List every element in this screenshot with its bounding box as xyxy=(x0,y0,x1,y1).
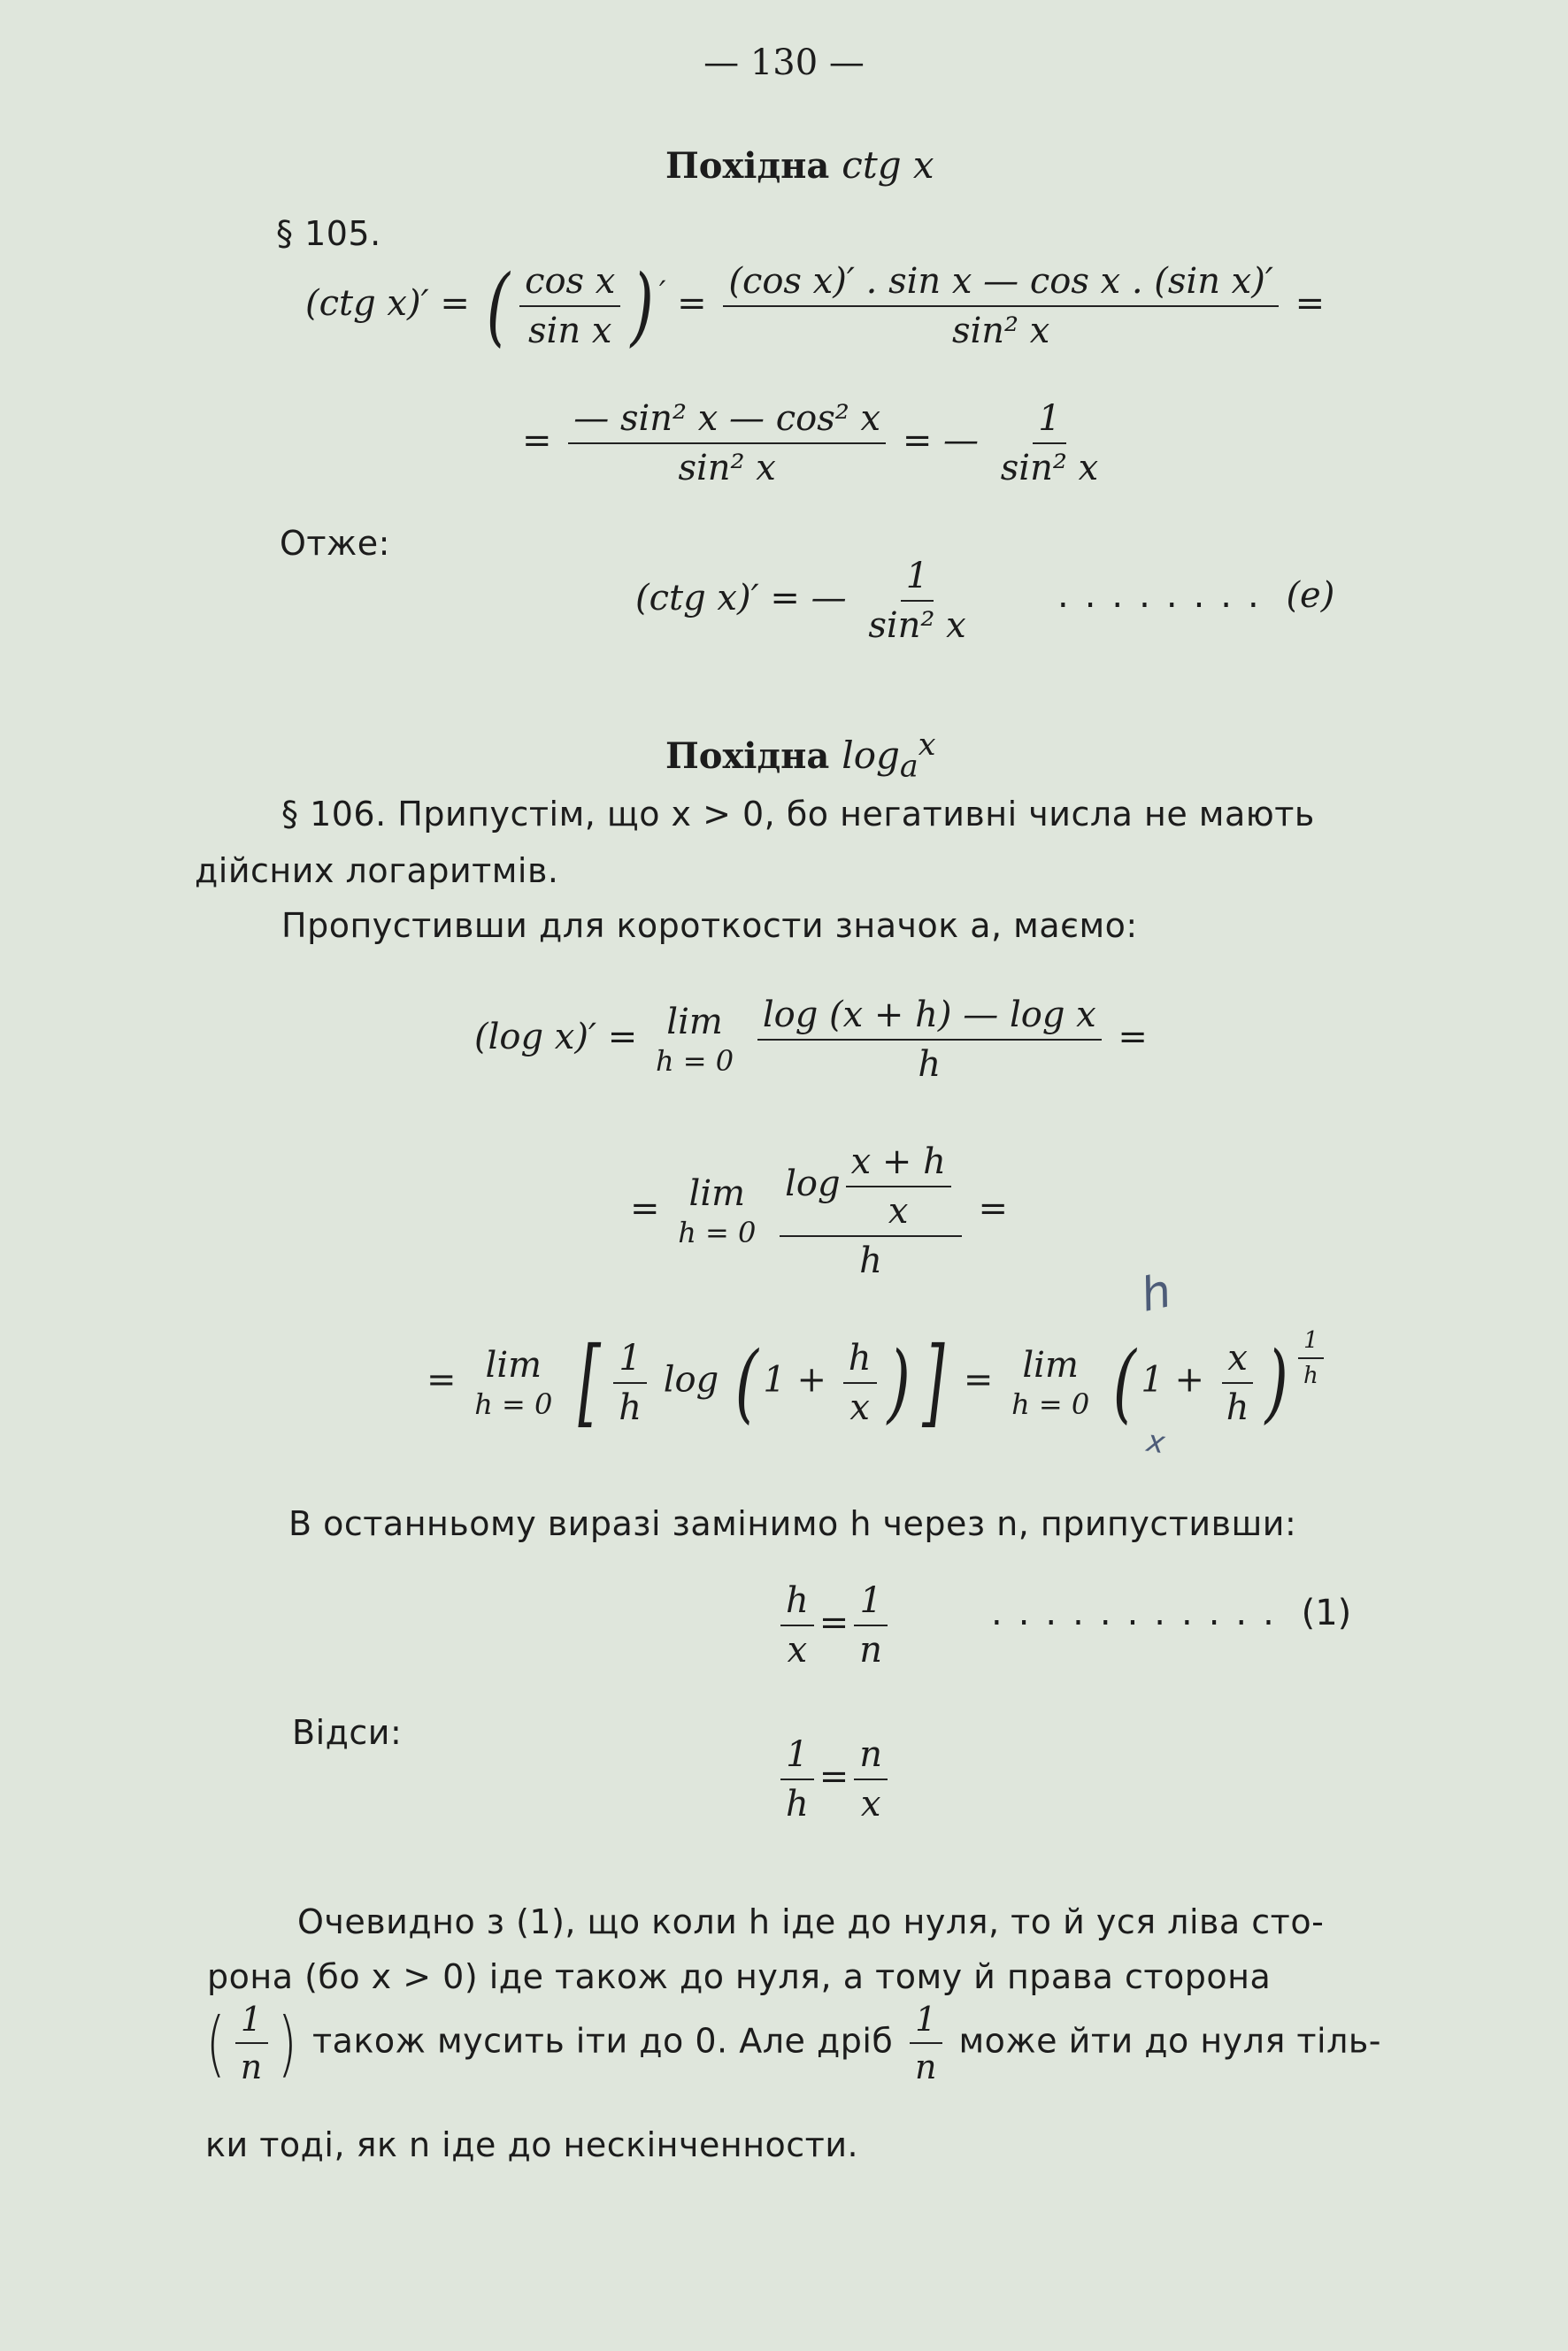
fraction-cos-over-sin: $\frac{\text{cos x}}{\text{sin x}}$ xyxy=(519,261,620,351)
paragraph-106-line-2: дійсних логаритмів. xyxy=(195,851,559,890)
fraction-difference-quotient: $\frac{\text{log (x + h) — log x}}{h}$ xyxy=(757,995,1102,1085)
section-106-heading xyxy=(665,727,936,784)
heading-math: ctg x xyxy=(842,143,934,187)
paragraph-106-line-3: Пропустивши для короткости значок a, маємо: xyxy=(281,906,1138,945)
result-leader: ........ (e) xyxy=(1057,575,1335,616)
page-number: — 130 — xyxy=(703,42,865,83)
log-derivation-line-2: = lim h = 0 log $\frac{x + h}{x}$ h = xyxy=(630,1141,1009,1281)
paren-fraction: $\frac{1}{n}$ xyxy=(235,2000,268,2086)
exponent-fraction: $\frac{1}{h}$ xyxy=(1298,1327,1324,1389)
inline-fraction: $\frac{1}{n}$ xyxy=(910,2000,942,2086)
handwritten-h: h xyxy=(1136,1264,1176,1323)
fraction-log-ratio: log $\frac{x + h}{x}$ h xyxy=(780,1141,962,1281)
heading-text: Похідна xyxy=(665,735,830,777)
fraction-result: $\frac{1}{\text{sin² x}}$ xyxy=(868,556,966,646)
therefore-label: Отже: xyxy=(280,524,390,563)
paragraph-conclusion-line-1: Очевидно з (1), що коли h іде до нуля, то й уся ліва сто- xyxy=(297,1902,1325,1941)
limit-operator: lim h = 0 xyxy=(1011,1344,1090,1421)
section-105-heading xyxy=(665,143,934,187)
paragraph-conclusion-line-2: рона (бо x > 0) іде також до нуля, а тому й права сторона xyxy=(207,1957,1272,1996)
hence-label: Відси: xyxy=(292,1713,403,1752)
heading-text: Похідна xyxy=(665,145,830,187)
reciprocal-equation: $\frac{1}{h}$ = $\frac{n}{x}$ xyxy=(775,1734,893,1825)
equals: = xyxy=(1295,283,1326,324)
right-paren: ) xyxy=(630,257,655,356)
paragraph-106-line-1: § 106. Припустім, що x > 0, бо негативні числа не мають xyxy=(281,795,1315,834)
ctg-derivation-line-1: (ctg x)′ = ( $\frac{\text{cos x}}{\text{sin x}}$ ) ′ = $\frac{\text{(cos x)′ . sin x — cos x . (sin x)′}}{\text{sin² x}}$ = xyxy=(305,257,1326,356)
log-derivation-line-3: = lim h = 0 [ $\frac{1}{h}$ log ( 1 + $\frac{h}{x}$ ) ] = lim h = 0 ( 1 + $\frac{x}{h}$ ) $\frac{1}{h}$ xyxy=(427,1327,1329,1438)
left-paren: ( xyxy=(486,257,510,356)
fraction-quotient-rule: $\frac{\text{(cos x)′ . sin x — cos x . (sin x)′}}{\text{sin² x}}$ xyxy=(723,261,1279,351)
fraction-sum-squares: $\frac{\text{— sin² x — cos² x}}{\text{sin² x}}$ xyxy=(568,398,886,488)
paragraph-substitution: В останньому виразі замінимо h через n, припустивши: xyxy=(288,1504,1297,1543)
substitution-leader: ........... (1) xyxy=(991,1593,1352,1633)
section-105-label: § 105. xyxy=(276,214,381,253)
log-derivation-line-1: (log x)′ = lim h = 0 $\frac{\text{log (x + h) — log x}}{h}$ = xyxy=(474,995,1148,1085)
limit-operator: lim h = 0 xyxy=(474,1344,553,1421)
paragraph-conclusion-line-4: ки тоді, як n іде до нескінченности. xyxy=(205,2125,859,2164)
fraction-one-over-sin-squared: $\frac{1}{\text{sin² x}}$ xyxy=(1000,398,1099,488)
substitution-equation: $\frac{h}{x}$ = $\frac{1}{n}$ xyxy=(775,1580,893,1671)
handwritten-x: x xyxy=(1144,1423,1167,1462)
ctg-result-formula: (ctg x)′ = — $\frac{1}{\text{sin² x}}$ xyxy=(635,556,977,646)
equation-tag: (1) xyxy=(1301,1593,1352,1633)
ctg-derivation-line-2: = $\frac{\text{— sin² x — cos² x}}{\text{sin² x}}$ = — $\frac{1}{\text{sin² x}}$ xyxy=(522,398,1109,488)
eq-lhs: (ctg x)′ = xyxy=(305,283,470,324)
equation-tag: (e) xyxy=(1286,575,1335,616)
heading-math: $\log_a^x$ xyxy=(842,727,936,785)
equals: = xyxy=(677,283,707,324)
limit-operator: lim h = 0 xyxy=(678,1173,757,1249)
limit-operator: lim h = 0 xyxy=(656,1002,734,1078)
paragraph-conclusion-line-3: ( $\frac{1}{n}$ ) також мусить іти до 0. Але дріб $\frac{1}{n}$ може йти до нуля тіль- xyxy=(205,2000,1381,2086)
